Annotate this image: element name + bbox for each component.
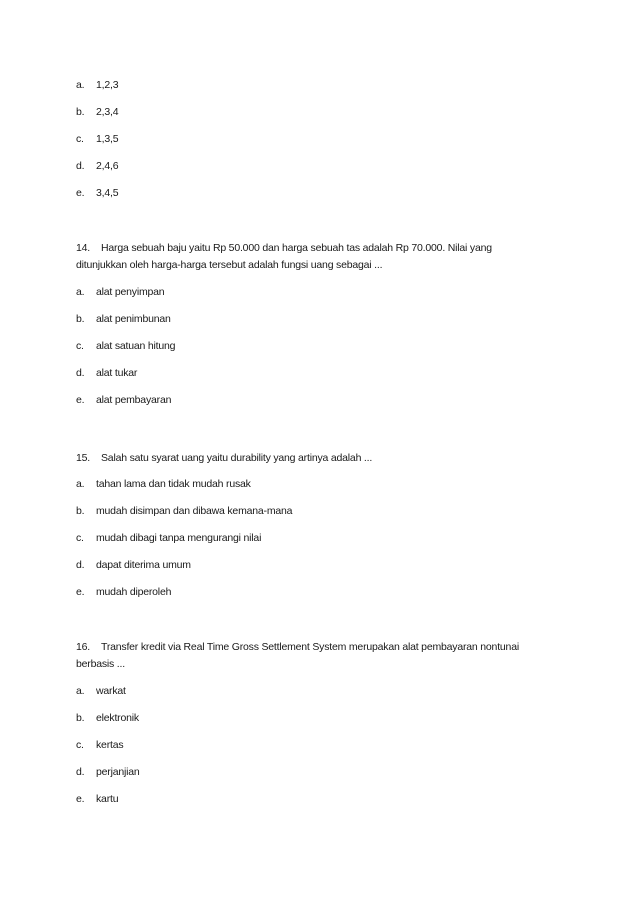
option-d: d. 2,4,6 xyxy=(76,160,119,172)
option-b: b. mudah disimpan dan dibawa kemana-mana xyxy=(76,505,293,517)
question-14-line2: ditunjukkan oleh harga-harga tersebut adalah fungsi uang sebagai ... xyxy=(76,259,383,271)
option-c: c. alat satuan hitung xyxy=(76,340,176,352)
option-e: e. 3,4,5 xyxy=(76,187,119,199)
question-16-line2: berbasis ... xyxy=(76,658,125,670)
question-14-line1: 14. Harga sebuah baju yaitu Rp 50.000 dan harga sebuah tas adalah Rp 70.000. Nilai yang xyxy=(76,242,492,254)
question-16-line1: 16. Transfer kredit via Real Time Gross Settlement System merupakan alat pembayaran nontunai xyxy=(76,641,519,653)
option-a: a. 1,2,3 xyxy=(76,79,119,91)
option-b: b. 2,3,4 xyxy=(76,106,119,118)
option-b: b. alat penimbunan xyxy=(76,313,171,325)
option-e: e. alat pembayaran xyxy=(76,394,172,406)
option-a: a. warkat xyxy=(76,685,126,697)
option-e: e. kartu xyxy=(76,793,119,805)
option-c: c. mudah dibagi tanpa mengurangi nilai xyxy=(76,532,262,544)
option-d: d. alat tukar xyxy=(76,367,138,379)
option-a: a. alat penyimpan xyxy=(76,286,165,298)
option-d: d. perjanjian xyxy=(76,766,140,778)
question-15-line1: 15. Salah satu syarat uang yaitu durability yang artinya adalah ... xyxy=(76,452,373,464)
option-b: b. elektronik xyxy=(76,712,139,724)
option-e: e. mudah diperoleh xyxy=(76,586,172,598)
option-c: c. kertas xyxy=(76,739,124,751)
option-c: c. 1,3,5 xyxy=(76,133,119,145)
option-a: a. tahan lama dan tidak mudah rusak xyxy=(76,478,251,490)
option-d: d. dapat diterima umum xyxy=(76,559,191,571)
